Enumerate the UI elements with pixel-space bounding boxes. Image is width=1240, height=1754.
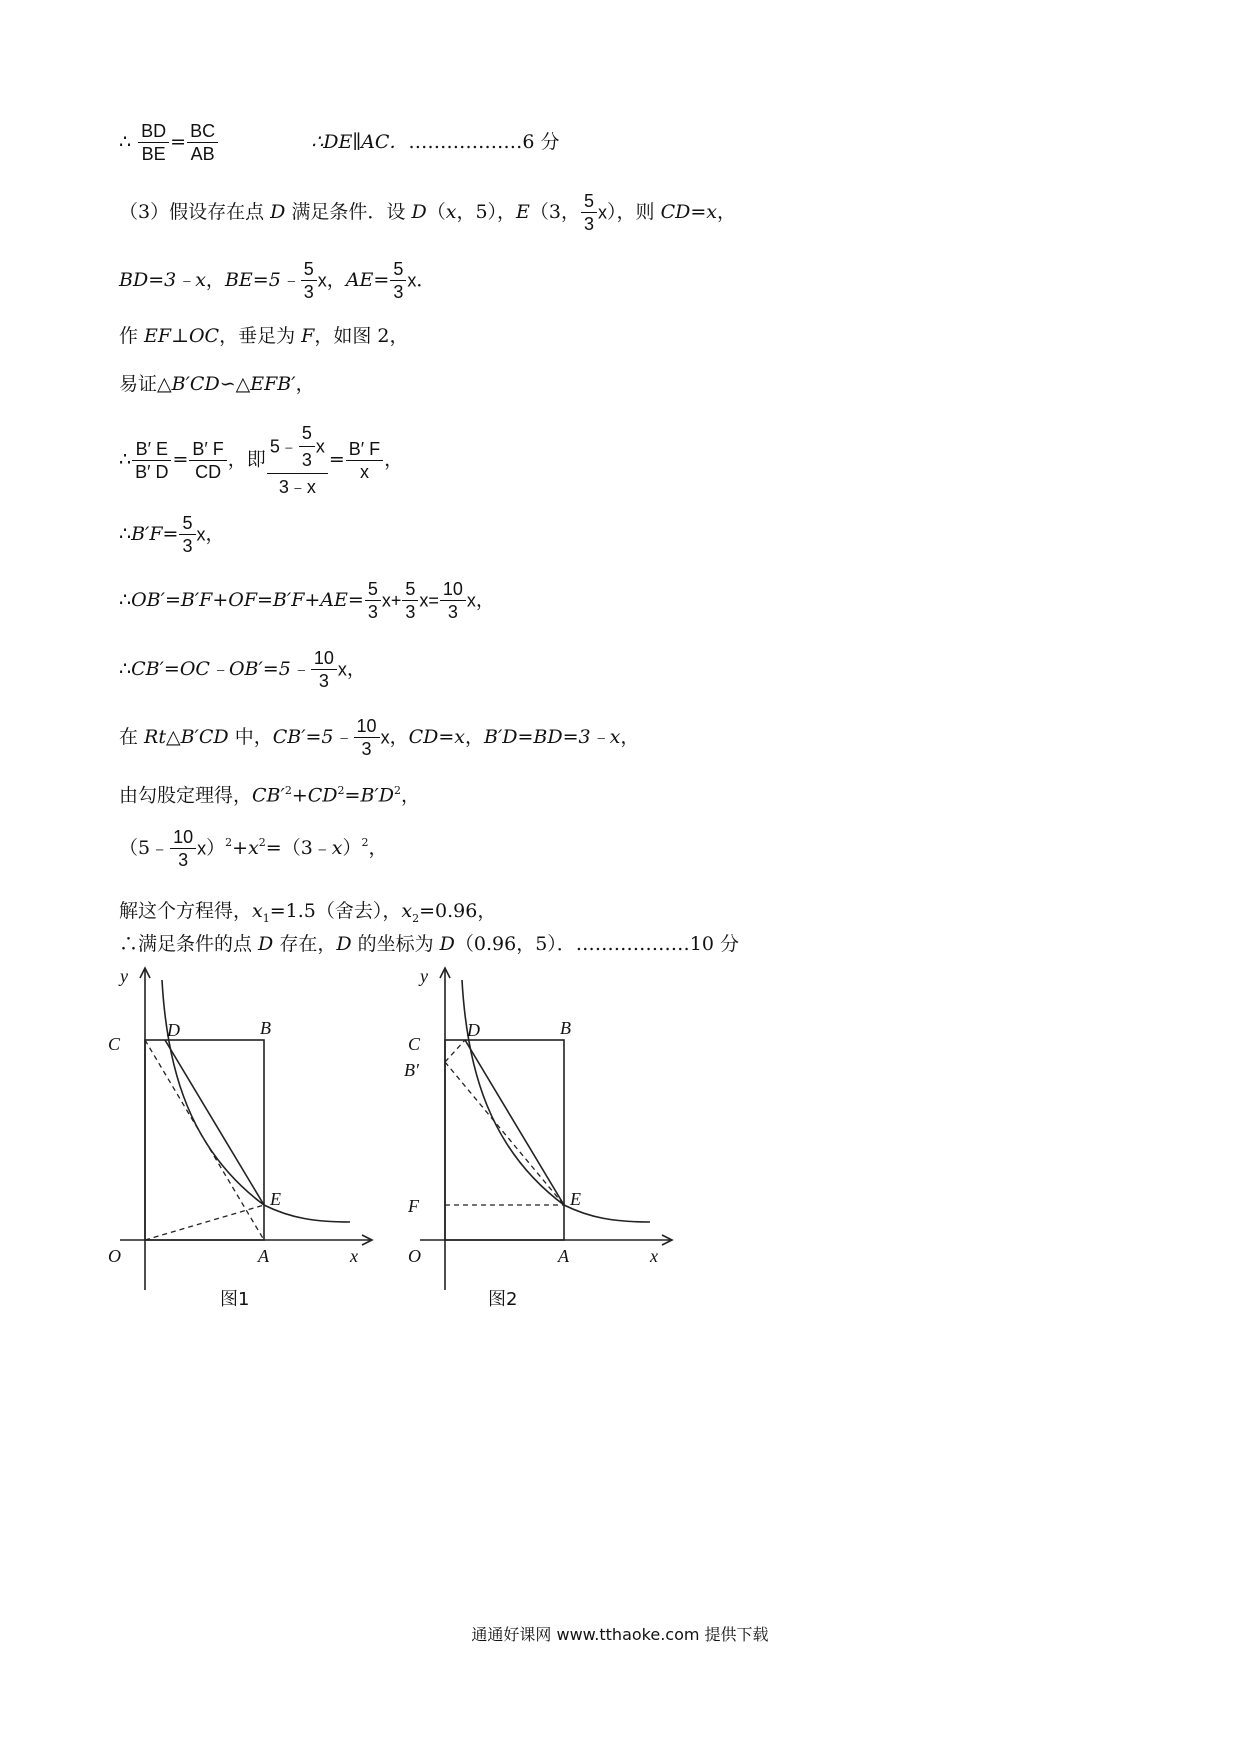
numerator: 5 bbox=[301, 258, 317, 281]
exponent: 2 bbox=[225, 836, 233, 850]
text: 由勾股定理得， bbox=[119, 784, 253, 807]
step-line-3 bbox=[119, 258, 435, 303]
triangle-bcd: B′CD bbox=[171, 373, 220, 395]
therefore-symbol: ∴ bbox=[119, 589, 132, 611]
variable-x: x bbox=[466, 590, 476, 611]
numerator bbox=[267, 420, 328, 474]
numerator: B′ F bbox=[346, 438, 383, 461]
bd-expression: BD=3﹣x bbox=[119, 269, 206, 291]
denominator: 3 bbox=[367, 602, 378, 622]
exponent: 2 bbox=[361, 836, 369, 850]
triangle-efb: EFB′ bbox=[250, 373, 296, 395]
step-line-6 bbox=[119, 420, 403, 500]
therefore-symbol: ∴ bbox=[119, 523, 132, 545]
cb-expression: CB′=5﹣ bbox=[272, 726, 353, 748]
score-label: 6 分 bbox=[522, 131, 560, 153]
text: （3， bbox=[529, 201, 580, 223]
label-b: B bbox=[260, 1018, 271, 1038]
text: =（3﹣ bbox=[265, 837, 332, 859]
segment-de bbox=[165, 1040, 264, 1205]
figure-1-caption: 图1 bbox=[220, 1289, 250, 1310]
fraction-10-3 bbox=[440, 578, 466, 623]
point-d: D bbox=[439, 933, 455, 955]
numerator: 10 bbox=[440, 578, 466, 601]
fraction-bc-ab bbox=[187, 120, 218, 165]
text: ， bbox=[368, 837, 388, 859]
step-line-5 bbox=[119, 375, 315, 394]
text: （0.96，5）． bbox=[454, 933, 576, 955]
label-c: C bbox=[408, 1034, 421, 1054]
cd-term: +CD bbox=[291, 784, 338, 807]
denominator: x bbox=[359, 461, 369, 482]
fraction-bf-cd bbox=[189, 438, 226, 483]
text: 存在， bbox=[273, 933, 337, 955]
score-label: 10 分 bbox=[689, 933, 740, 955]
similar-symbol: ∽△ bbox=[219, 373, 251, 395]
denominator: 3﹣x bbox=[278, 477, 316, 497]
text: （ bbox=[426, 201, 446, 223]
denominator: AB bbox=[190, 144, 215, 164]
text: 易证△ bbox=[119, 373, 172, 395]
text: ） bbox=[206, 837, 226, 859]
fraction-bf-x bbox=[346, 438, 383, 483]
text: 5﹣ bbox=[269, 436, 298, 457]
label-e: E bbox=[270, 1189, 281, 1209]
variable-x: x bbox=[331, 837, 343, 859]
cb-term: CB′ bbox=[252, 784, 285, 807]
equals-sign: = bbox=[172, 448, 189, 471]
text: ， bbox=[620, 726, 640, 748]
subscript: 1 bbox=[262, 911, 270, 925]
text: 在 bbox=[119, 726, 145, 748]
point-d: D bbox=[270, 201, 286, 223]
label-a: A bbox=[558, 1246, 569, 1266]
step-line-7 bbox=[119, 512, 225, 557]
conclusion-de-parallel-ac: ∴DE∥AC． bbox=[311, 131, 409, 153]
point-d: D bbox=[411, 201, 427, 223]
figure-2 bbox=[404, 960, 690, 1300]
variable-x: x bbox=[317, 270, 327, 291]
variable-x: x bbox=[252, 900, 263, 922]
numerator: 5 bbox=[179, 512, 195, 535]
text: 解这个方程得， bbox=[119, 900, 253, 922]
ae-expression: AE= bbox=[345, 269, 390, 291]
variable-x: x+ bbox=[381, 590, 402, 611]
text: （5﹣ bbox=[119, 837, 170, 859]
ob-expression: OB′=B′F+OF=B′F+AE= bbox=[131, 589, 364, 611]
text: ， bbox=[464, 726, 484, 748]
point-e: E bbox=[516, 201, 530, 223]
numerator: 5 bbox=[390, 258, 406, 281]
numerator: 5 bbox=[299, 420, 315, 447]
numerator: 5 bbox=[581, 190, 597, 213]
fraction-10-3 bbox=[354, 715, 380, 760]
text: 中， bbox=[228, 726, 273, 748]
text: ． bbox=[416, 269, 436, 291]
fraction-5-3 bbox=[179, 512, 195, 557]
text: ， bbox=[346, 658, 366, 680]
text: 作 bbox=[119, 325, 145, 347]
ef-perp-oc: EF⊥OC bbox=[144, 325, 220, 347]
denominator: BE bbox=[141, 144, 166, 164]
denominator: B′ D bbox=[135, 461, 169, 482]
text: ， bbox=[475, 589, 495, 611]
point-d: D bbox=[336, 933, 352, 955]
variable-x: x bbox=[407, 270, 417, 291]
fraction-bd-be bbox=[138, 120, 169, 165]
variable-x: x bbox=[401, 900, 413, 922]
equals-sign: = bbox=[170, 131, 187, 153]
text: ），则 bbox=[607, 201, 661, 223]
denominator: 3 bbox=[447, 602, 458, 622]
point-d: D bbox=[258, 933, 274, 955]
numerator: 5 bbox=[365, 578, 381, 601]
fraction-10-3 bbox=[311, 647, 337, 692]
text: ，5）， bbox=[456, 201, 517, 223]
numerator: BD bbox=[138, 120, 169, 143]
therefore-symbol: ∴ bbox=[119, 131, 132, 153]
denominator: 3 bbox=[301, 450, 312, 470]
step-line-10 bbox=[119, 715, 639, 760]
text: ， bbox=[205, 523, 225, 545]
text: ） bbox=[342, 837, 362, 859]
cb-expression: CB′=OC﹣OB′=5﹣ bbox=[131, 658, 310, 680]
step-line-9 bbox=[119, 647, 366, 692]
label-x: x bbox=[650, 1246, 658, 1266]
step-line-11 bbox=[119, 785, 420, 805]
step-line-4 bbox=[119, 327, 408, 346]
text: ， bbox=[384, 448, 404, 471]
text: ， bbox=[400, 784, 420, 807]
text: 满足条件．设 bbox=[285, 201, 412, 223]
text: =0.96， bbox=[419, 900, 497, 922]
label-f: F bbox=[408, 1196, 419, 1216]
denominator: 3 bbox=[361, 739, 372, 759]
text: ，即 bbox=[227, 448, 266, 471]
text: ，垂足为 bbox=[219, 325, 302, 347]
step-line-12 bbox=[119, 826, 388, 871]
denominator: 3 bbox=[393, 282, 404, 302]
fraction-5-3 bbox=[390, 258, 406, 303]
point-f: F bbox=[301, 325, 315, 347]
cd-expression: CD=x bbox=[408, 726, 465, 748]
dashed-bd bbox=[445, 1040, 465, 1062]
numerator: 10 bbox=[311, 647, 337, 670]
variable-x: x bbox=[445, 201, 457, 223]
fraction-be-bd bbox=[132, 438, 171, 483]
exponent: 2 bbox=[258, 836, 266, 850]
label-d: D bbox=[467, 1020, 480, 1040]
fraction-5-3 bbox=[402, 578, 418, 623]
label-c: C bbox=[108, 1034, 121, 1054]
be-expression: BE=5﹣ bbox=[224, 269, 300, 291]
hyperbola-curve bbox=[462, 980, 650, 1222]
label-e: E bbox=[570, 1189, 581, 1209]
numerator: 5 bbox=[402, 578, 418, 601]
denominator: 3 bbox=[405, 602, 416, 622]
equals-sign: = bbox=[328, 448, 345, 471]
score-dots: ……………… bbox=[575, 933, 690, 955]
variable-x: x bbox=[337, 659, 347, 680]
label-d: D bbox=[167, 1020, 180, 1040]
label-o: O bbox=[408, 1246, 421, 1266]
subscript: 2 bbox=[412, 911, 420, 925]
text: 的坐标为 bbox=[351, 933, 440, 955]
therefore-symbol: ∴ bbox=[119, 448, 132, 471]
score-dots: ……………… bbox=[408, 131, 523, 153]
step-line-8 bbox=[119, 578, 495, 623]
numerator: B′ F bbox=[189, 438, 226, 461]
step-line-1 bbox=[119, 120, 560, 165]
hyperbola-curve bbox=[162, 980, 350, 1222]
denominator: 3 bbox=[178, 850, 189, 870]
text: ， bbox=[716, 201, 736, 223]
numerator: BC bbox=[187, 120, 218, 143]
text: ， bbox=[295, 373, 315, 395]
variable-x: x bbox=[197, 838, 207, 859]
step-line-2 bbox=[119, 190, 736, 235]
fraction-5-3 bbox=[299, 420, 315, 473]
fraction-5-3 bbox=[301, 258, 317, 303]
text: + bbox=[232, 837, 249, 859]
bd-expression: B′D=BD=3﹣x bbox=[484, 726, 621, 748]
step-line-14 bbox=[119, 935, 739, 954]
numerator: B′ E bbox=[132, 438, 171, 461]
variable-x: x bbox=[315, 436, 325, 457]
figure-2-caption: 图2 bbox=[488, 1289, 518, 1310]
figure-1 bbox=[108, 960, 390, 1300]
exponent: 2 bbox=[393, 784, 401, 797]
text: ∴满足条件的点 bbox=[119, 933, 259, 955]
text: ，如图 2， bbox=[314, 325, 409, 347]
text: =1.5（舍去）， bbox=[269, 900, 402, 922]
label-o: O bbox=[108, 1246, 121, 1266]
dashed-be bbox=[445, 1062, 564, 1205]
fraction-10-3 bbox=[170, 826, 196, 871]
denominator: 3 bbox=[303, 282, 314, 302]
bd-term: =B′D bbox=[344, 784, 394, 807]
label-x: x bbox=[350, 1246, 358, 1266]
variable-x: x bbox=[598, 202, 608, 223]
denominator: 3 bbox=[584, 214, 595, 234]
page-footer: 通通好课网 www.tthaoke.com 提供下载 bbox=[471, 1625, 769, 1644]
variable-x: x= bbox=[419, 590, 439, 611]
variable-x: x bbox=[196, 524, 206, 545]
step-line-13 bbox=[119, 902, 496, 924]
text: ， bbox=[389, 726, 409, 748]
text: （3）假设存在点 bbox=[119, 201, 271, 223]
label-y: y bbox=[420, 966, 428, 986]
fraction-5-3 bbox=[365, 578, 381, 623]
right-triangle-bcd: Rt△B′CD bbox=[144, 726, 229, 748]
bf-expression: B′F= bbox=[131, 523, 179, 545]
label-b-prime: B′ bbox=[404, 1060, 419, 1080]
numerator: 10 bbox=[354, 715, 380, 738]
variable-x: x bbox=[380, 727, 390, 748]
text: ， bbox=[205, 269, 225, 291]
denominator: CD bbox=[195, 461, 222, 482]
exponent: 2 bbox=[337, 784, 345, 797]
cd-expression: CD=x bbox=[660, 201, 717, 223]
segment-de bbox=[465, 1040, 564, 1205]
variable-x: x bbox=[248, 837, 259, 859]
compound-fraction bbox=[267, 420, 328, 500]
denominator: 3 bbox=[182, 536, 193, 556]
label-a: A bbox=[258, 1246, 269, 1266]
label-b: B bbox=[560, 1018, 571, 1038]
exponent: 2 bbox=[284, 784, 292, 797]
fraction-5-3 bbox=[581, 190, 597, 235]
numerator: 10 bbox=[170, 826, 196, 849]
label-y: y bbox=[120, 966, 128, 986]
denominator: 3 bbox=[318, 671, 329, 691]
therefore-symbol: ∴ bbox=[119, 658, 132, 680]
text: ， bbox=[326, 269, 346, 291]
